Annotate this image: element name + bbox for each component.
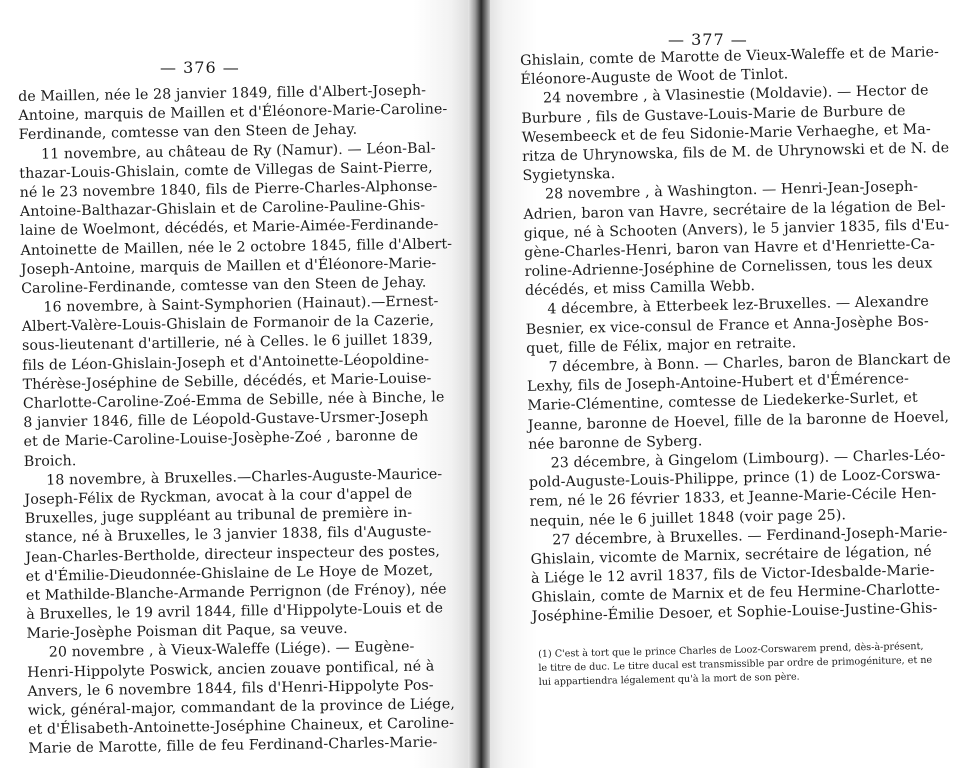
text-line: sous-lieutenant d'artillerie, né à Celles. le 6 juillet 1839, <box>21 331 433 355</box>
text-line: gène-Charles-Henri, baron van Havre et d'Henriette-Ca- <box>524 236 936 261</box>
book-gutter <box>468 0 492 768</box>
text-line: Bruxelles, juge suppléant au tribunal de première in- <box>24 504 413 528</box>
text-line: 28 novembre , à Washington. — Henri-Jean-Joseph- <box>544 179 919 203</box>
text-line: Ferdinande, comtesse van den Steen de Jehay. <box>18 122 358 144</box>
text-line: et d'Élisabeth-Antoinette-Joséphine Chaineux, et Caroline- <box>27 715 455 739</box>
text-line: Henri-Hippolyte Poswick, ancien zouave pontifical, né à <box>27 658 435 681</box>
text-line: 23 décembre, à Gingelom (Limbourg). — Charles-Léo- <box>550 447 946 472</box>
text-line: Thérèse-Joséphine de Sebille, décédés, et Marie-Louise- <box>22 370 432 393</box>
text-line: Jeanne, baronne de Hoevel, fille de la baronne de Hoevel, <box>527 408 950 434</box>
text-line: laine de Woelmont, décédés, et Marie-Aimée-Ferdinande- <box>20 216 439 240</box>
text-line: rem, né le 26 février 1833, et Jeanne-Marie-Cécile Hen- <box>529 485 937 511</box>
text-line: Marie-Clémentine, comtesse de Liedekerke-Surlet, et <box>527 390 918 415</box>
text-line: à Bruxelles, le 19 avril 1844, fille d'Hippolyte-Louis et de <box>26 600 444 623</box>
page-number-377: — 377 — <box>668 30 748 49</box>
text-line: thazar-Louis-Ghislain, comte de Villegas de Saint-Pierre, <box>19 159 433 182</box>
text-line: Wesembeeck et de feu Sidonie-Marie Verhaeghe, et Ma- <box>521 121 931 146</box>
text-line: Joséphine-Émilie Desoer, et Sophie-Louise-Justine-Ghis- <box>531 600 938 626</box>
text-line: nequin, née le 6 juillet 1848 (voir page 25). <box>529 506 847 530</box>
text-line: décédés, et miss Camilla Webb. <box>524 278 756 300</box>
text-line: Anvers, le 6 novembre 1844, fils d'Henri-Hippolyte Pos- <box>27 677 434 700</box>
text-line: Marie de Marotte, fille de feu Ferdinand-Charles-Marie- <box>28 734 438 758</box>
text-line: wick, général-major, commandant de la province de Liége, <box>27 696 456 719</box>
text-line: de Maillen, née le 28 janvier 1849, fille d'Albert-Joseph- <box>18 82 427 105</box>
text-line: Joseph-Félix de Ryckman, avocat à la cour d'appel de <box>24 485 413 508</box>
text-line: Caroline-Ferdinande, comtesse van den Steen de Jehay. <box>21 274 427 297</box>
text-line: Jean-Charles-Bertholde, directeur inspecteur des postes, <box>25 542 441 566</box>
text-line: et Mathilde-Blanche-Armande Perrignon (de Frénoy), née <box>25 581 447 604</box>
left-page <box>0 0 470 768</box>
text-line: 4 décembre, à Etterbeek lez-Bruxelles. — Alexandre <box>547 293 929 318</box>
footnote <box>538 640 939 690</box>
text-line: pold-Auguste-Louis-Philippe, prince (1) de Looz-Corswa- <box>528 466 941 492</box>
text-line: Besnier, ex vice-consul de France et Anna-Josèphe Bos- <box>525 313 929 338</box>
text-line: gique, né à Schooten (Anvers), le 5 janvier 1835, fils d'Eu- <box>523 216 950 242</box>
text-line: Éléonore-Auguste de Woot de Tinlot. <box>520 66 789 89</box>
text-line: et d'Émilie-Dieudonnée-Ghislaine de Le Hoye de Mozet, <box>25 562 434 585</box>
text-line: née baronne de Syberg. <box>528 433 703 453</box>
text-line: Antoine-Balthazar-Ghislain et de Caroline-Pauline-Ghis- <box>19 197 426 221</box>
text-line: 20 novembre , à Vieux-Waleffe (Liége). — Eugène- <box>48 639 415 662</box>
text-line: Ghislain, comte de Marnix et de feu Hermine-Charlotte- <box>531 581 941 607</box>
page-number-376: — 376 — <box>160 58 240 77</box>
text-line: stance, né à Bruxelles, le 3 janvier 1838, fils d'Auguste- <box>24 523 432 547</box>
text-line: Joseph-Antoine, marquis de Maillen et d'Éléonore-Marie- <box>20 255 437 278</box>
text-line: né le 23 novembre 1840, fils de Pierre-Charles-Alphonse- <box>19 178 438 201</box>
right-page <box>490 0 964 768</box>
text-line: Sygietynska. <box>522 166 616 185</box>
text-line: 16 novembre, à Saint-Symphorien (Hainaut).—Ernest- <box>43 293 439 316</box>
text-line: 24 novembre , à Vlasinestie (Moldavie). — Hector de <box>542 82 929 107</box>
text-line: roline-Adrienne-Joséphine de Cornelissen, tous les deux <box>524 255 933 281</box>
text-line: 18 novembre, à Bruxelles.—Charles-Auguste-Maurice- <box>46 466 443 489</box>
text-line: 8 janvier 1846, fille de Léopold-Gustave-Ursmer-Joseph <box>23 408 429 432</box>
text-line: Adrien, baron van Havre, secrétaire de la légation de Bel- <box>523 197 946 223</box>
footnote-line: lui appartiendra légalement qu'à la mort de son père. <box>538 671 800 688</box>
text-line: Antoine, marquis de Maillen et d'Éléonore-Marie-Caroline- <box>18 101 448 125</box>
text-line: et de Marie-Caroline-Louise-Josèphe-Zoé , baronne de <box>23 428 419 451</box>
text-line: Ghislain, comte de Marotte de Vieux-Waleffe et de Marie- <box>520 44 940 69</box>
left-page-text <box>18 82 456 759</box>
text-line: quet, fille de Félix, major en retraite. <box>526 335 797 357</box>
text-line: 11 novembre, au château de Ry (Namur). — Léon-Bal- <box>40 140 436 163</box>
text-line: Ghislain, vicomte de Marnix, secrétaire de légation, né <box>530 543 932 568</box>
text-line: à Liége le 12 avril 1837, fils de Victor-Idesbalde-Marie- <box>530 562 935 587</box>
text-line: Charlotte-Caroline-Zoé-Emma de Sebille, née à Binche, le <box>22 389 445 412</box>
right-page-text <box>520 43 951 627</box>
text-line: Albert-Valère-Louis-Ghislain de Formanoir de la Cazerie, <box>21 312 435 336</box>
text-line: Marie-Josèphe Poisman dit Paque, sa veuve. <box>26 621 348 643</box>
text-line: Broich. <box>23 452 77 470</box>
text-line: 27 décembre, à Bruxelles. — Ferdinand-Joseph-Marie- <box>552 523 948 549</box>
text-line: ritza de Uhrynowska, fils de M. de Uhrynowski et de N. de <box>522 139 950 165</box>
text-line: 7 décembre, à Bonn. — Charles, baron de Blanckart de <box>548 351 951 376</box>
text-line: fils de Léon-Ghislain-Joseph et d'Antoinette-Léopoldine- <box>22 351 430 374</box>
text-line: Burbure , fils de Gustave-Louis-Marie de Burbure de <box>521 102 906 127</box>
footnote-line: (1) C'est à tort que le prince Charles de Looz-Corswarem prend, dès-à-présent, <box>538 640 924 660</box>
text-line: Antoinette de Maillen, née le 2 octobre 1845, fille d'Albert- <box>20 235 453 259</box>
text-line: Lexhy, fils de Joseph-Antoine-Hubert et d'Émérence- <box>526 371 910 396</box>
footnote-line: le titre de duc. Le titre ducal est transmissible par ordre de primogéniture, et ne <box>538 654 933 674</box>
